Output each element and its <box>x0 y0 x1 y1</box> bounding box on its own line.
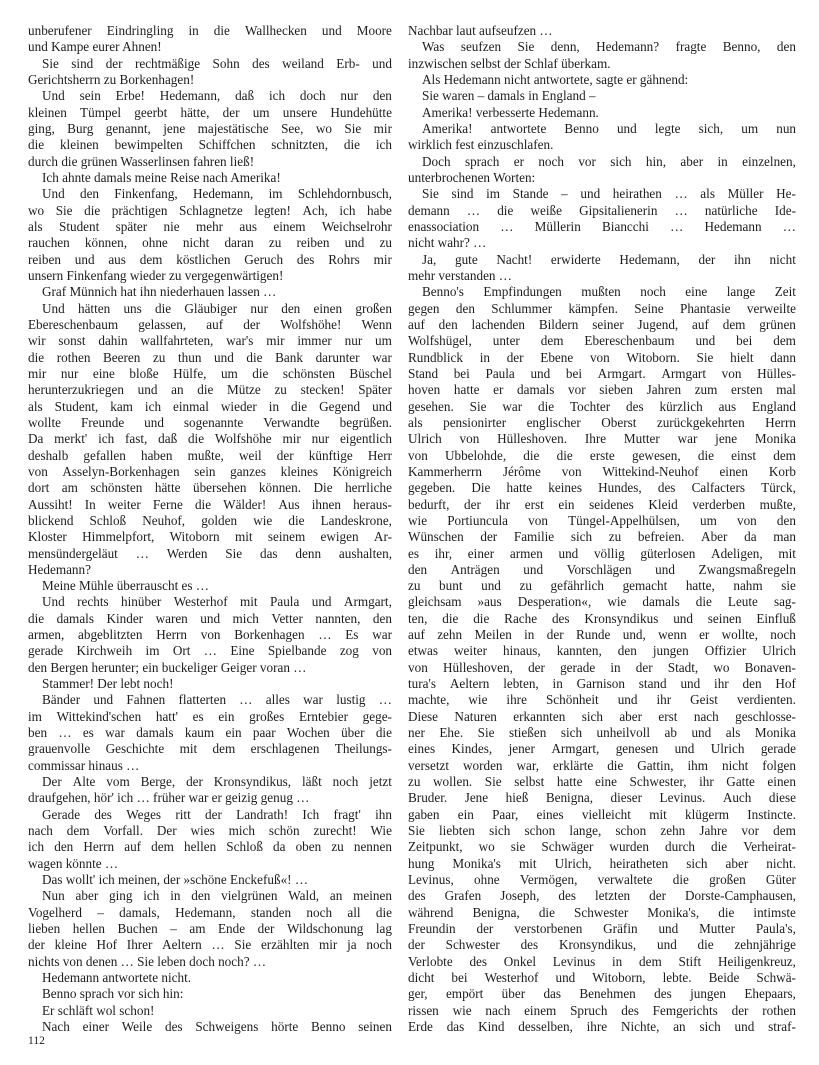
text-line: ner Ehe. Sie stießen sich unheilvoll ab und als Monika <box>408 725 796 741</box>
text-line: hoven hatte er damals vor sieben Jahren zum ersten mal <box>408 382 796 398</box>
text-line: Kammerherrn Jérôme von Wittekind-Neuhof einen Korb <box>408 463 796 479</box>
text-line: ich den Herrn auf dem hellen Schloß da oben zu nennen <box>28 839 392 855</box>
text-line: mir nur eine bloße Hülfe, um die schönsten Büschel <box>28 365 392 381</box>
text-line: demann … die weiße Gipsitalienerin … natürliche Ide- <box>408 202 796 218</box>
text-line: Ulrich von Hülleshoven. Ihre Mutter war jene Monika <box>408 431 796 447</box>
text-line: ger, empört über das Benehmen des jungen Ehepaars, <box>408 986 796 1002</box>
text-line: Erde das Kind desselben, ihre Nichte, an sich und straf- <box>408 1019 796 1035</box>
text-line: als pensionirter englischer Oberst zurückgekehrten Herrn <box>408 414 796 430</box>
text-line: Was seufzen Sie denn, Hedemann? fragte Benno, den <box>422 39 796 55</box>
text-line: und Kampe eurer Ahnen! <box>28 39 162 55</box>
text-line: die rothen Beeren zu thun und die Bank darunter war <box>28 349 392 365</box>
text-line: Und sein Erbe! Hedemann, daß ich doch nur den <box>42 88 392 104</box>
text-line: von Ubbelohde, die die erste gewesen, die einst dem <box>408 447 796 463</box>
text-line: Aussiht! In weiter Ferne die Wälder! Aus ihnen heraus- <box>28 496 392 512</box>
text-line: Verlobte des Onkel Levinus in dem Stift Heiligenkreuz, <box>408 953 796 969</box>
text-line: Nach einer Weile des Schweigens hörte Benno seinen <box>42 1019 392 1035</box>
text-line: gegen den Schlummer kämpfen. Seine Phantasie verweilte <box>408 300 796 316</box>
text-line: Da merkt' ich fast, daß die Wolfshöhe mir nur eigentlich <box>28 431 392 447</box>
text-line: unterbrochenen Worten: <box>408 169 536 185</box>
text-line: nach dem Vorfall. Der wies mich schön zurecht! Wie <box>28 823 392 839</box>
text-line: Kloster Himmelpfort, Witoborn mit seinem ewigen Ar- <box>28 529 392 545</box>
text-line: nicht wahr? … <box>408 235 487 251</box>
text-line: ben … es war damals kaum ein paar Wochen über die <box>28 725 392 741</box>
text-line: Nun aber ging ich in den vielgrünen Wald, an meinen <box>42 888 392 904</box>
text-line: Freundin der verstorbenen Gräfin und Mutter Paula's, <box>408 921 796 937</box>
text-line: inzwischen selbst der Schlaf überkam. <box>408 55 611 71</box>
text-line: Das wollt' ich meinen, der »schöne Enckefuß«! … <box>42 872 309 888</box>
text-line: wollte Freunde und sogenannte Verwandte begrüßen. <box>28 414 392 430</box>
text-line: zu bunt und zu gefährlich gemacht hatte, nahm sie <box>408 578 796 594</box>
text-line: wirklich fest einzuschlafen. <box>408 137 554 153</box>
text-line: des Grafen Joseph, des letzten der Dorste-Camphausen, <box>408 888 796 904</box>
text-line: Rundblick in der Ebene von Witoborn. Sie hielt dann <box>408 349 796 365</box>
text-line: Meine Mühle überrauscht es … <box>42 578 209 594</box>
text-line: machte, wie ihre Schönheit und ihr Geist verdienten. <box>408 692 796 708</box>
text-line: es ihr, einer armen und völlig güterlosen Adeligen, mit <box>408 545 796 561</box>
text-column-right <box>408 23 796 1035</box>
text-line: deshalb gefallen haben mußte, weil der künftige Herr <box>28 447 392 463</box>
text-column-left <box>28 23 392 1035</box>
text-line: enassociation … Müllerin Biancchi … Hedemann … <box>408 218 796 234</box>
text-line: rissen wie nach einem Spruch des Femgerichts der rothen <box>408 1002 796 1018</box>
text-line: wir sonst dahin wallfahrteten, war's mir immer nur um <box>28 333 392 349</box>
text-line: auf zehn Meilen in der Runde und, wenn er wollte, noch <box>408 627 796 643</box>
text-line: wie Portiuncula von Tüngel-Appelhülsen, um von den <box>408 512 796 528</box>
text-line: kleinen Tümpel geerbt hätte, der um unsere Hundehütte <box>28 104 392 120</box>
text-line: tura's Aeltern lebten, in Garnison stand und ihr den Hof <box>408 676 796 692</box>
text-line: Wünschen der Familie sich zu befreien. Aber da man <box>408 529 796 545</box>
text-line: Und hätten uns die Gläubiger nur den einen großen <box>42 300 392 316</box>
text-line: Ich ahnte damals meine Reise nach Amerika! <box>42 169 281 185</box>
text-line: von Hülleshoven, der gerade in der Stadt, wo Bonaven- <box>408 659 796 675</box>
text-line: Der Alte vom Berge, der Kronsyndikus, läßt noch jetzt <box>42 774 392 790</box>
text-line: grauenvolle Geschichte mit dem erschlagenen Theilungs- <box>28 741 392 757</box>
text-line: Wolfshügel, unter dem Ebereschenbaum und bei dem <box>408 333 796 349</box>
text-line: während Benigna, die Schwester Monika's, die intimste <box>408 904 796 920</box>
text-line: Sie sind im Stande – und heirathen … als Müller He- <box>422 186 796 202</box>
text-line: Hedemann antwortete nicht. <box>42 970 192 986</box>
text-line: unsern Finkenfang wieder zu vergegenwärtigen! <box>28 267 284 283</box>
text-line: lieben hellen Buchen – am Ende der Wildschonung lag <box>28 921 392 937</box>
text-line: dicht bei Westerhof und Witoborn, lebte. Beide Schwä- <box>408 970 796 986</box>
text-line: Und rechts hinüber Westerhof mit Paula und Armgart, <box>42 594 392 610</box>
text-line: der kleine Hof Ihrer Aeltern … Sie erzählten mir ja noch <box>28 937 392 953</box>
text-line: etwas weiter hinaus, kannten, den jungen Offizier Ulrich <box>408 643 796 659</box>
text-line: Ja, gute Nacht! erwiderte Hedemann, der ihn nicht <box>422 251 796 267</box>
text-line: Zeitpunkt, wo sie Schwäger wurden durch die Verheirat- <box>408 839 796 855</box>
text-line: blickend Schloß Neuhof, golden wie die Landeskrone, <box>28 512 392 528</box>
text-line: Ebereschenbaum gelassen, auf der Wolfshöhe! Wenn <box>28 316 392 332</box>
text-line: Levinus, ohne Vermögen, verwaltete die großen Güter <box>408 872 796 888</box>
text-line: Bruder. Jene hieß Benigna, dieser Levinus. Auch diese <box>408 790 796 806</box>
page-number: 112 <box>28 1035 45 1047</box>
text-line: den Bergen herunter; ein buckeliger Geiger voran … <box>28 659 307 675</box>
text-line: rauchen können, ohne nicht daran zu reiben und zu <box>28 235 392 251</box>
text-line: im Wittekind'schen hatt' es ein großes Erntebier gege- <box>28 708 392 724</box>
text-line: Amerika! verbesserte Hedemann. <box>422 104 599 120</box>
text-line: herunterzukriegen und an die Mütze zu stecken! Später <box>28 382 392 398</box>
text-line: als Student, kam ich einmal wieder in die Gegend und <box>28 398 392 414</box>
text-line: ging, Burg genannt, jene majestätische See, wo Sie mir <box>28 120 392 136</box>
text-line: auf den lachenden Bildern seiner Jugend, auf dem grünen <box>408 316 796 332</box>
text-line: Benno's Empfindungen mußten noch eine lange Zeit <box>422 284 796 300</box>
text-line: Diese Naturen erkannten sich aber erst nach geschlosse- <box>408 708 796 724</box>
text-line: den Anträgen und Vorschlägen und Zwangsmaßregeln <box>408 561 796 577</box>
text-line: wo Sie die prächtigen Schlagnetze legten! Ach, ich habe <box>28 202 392 218</box>
text-line: Nachbar laut aufseufzen … <box>408 23 553 38</box>
text-line: armen, abgeblitzten Herrn von Borkenhagen … Es war <box>28 627 392 643</box>
text-line: Vogelherd – damals, Hedemann, standen noch all die <box>28 904 392 920</box>
text-line: hung Monika's mit Ulrich, heiratheten sich aber nicht. <box>408 855 796 871</box>
text-line: eines Kindes, jener Armgart, genesen und Ulrich gerade <box>408 741 796 757</box>
text-line: Stammer! Der lebt noch! <box>42 676 174 692</box>
text-line: wagen könnte … <box>28 855 119 871</box>
text-line: Doch sprach er noch vor sich hin, aber in einzelnen, <box>422 153 796 169</box>
text-line: draufgehen, hör' ich … früher war er geizig genug … <box>28 790 310 806</box>
text-line: bedurft, der ihr erst ein seidenes Kleid verderben mußte, <box>408 496 796 512</box>
text-line: gaben ein Paar, eines vielleicht mit klügerm Instincte. <box>408 806 796 822</box>
text-line: Hedemann? <box>28 561 91 577</box>
text-line: commissar hinaus … <box>28 757 140 773</box>
text-line: als Student später nie mehr aus einem Weichselrohr <box>28 218 392 234</box>
text-line: gegeben. Die hatte keines Hundes, des Calfacters Türck, <box>408 480 796 496</box>
text-line: Stand bei Paula und bei Armgart. Armgart von Hülles- <box>408 365 796 381</box>
text-line: Gerade des Weges ritt der Landrath! Ich fragt' ihn <box>42 806 392 822</box>
text-line: Sie liebten sich schon lange, schon zehn Jahre vor dem <box>408 823 796 839</box>
text-line: Er schläft wol schon! <box>42 1002 155 1018</box>
text-line: gesehen. Sie war die Tochter des kürzlich aus England <box>408 398 796 414</box>
text-line: unberufener Eindringling in die Wallhecken und Moore <box>28 23 392 38</box>
text-line: Amerika! antwortete Benno und legte sich, um nun <box>422 120 796 136</box>
text-line: durch die grünen Wasserlinsen fahren ließ! <box>28 153 255 169</box>
text-line: Sie waren – damals in England – <box>422 88 596 104</box>
text-line: gerade Kirchweih im Ort … Eine Spielbande zog von <box>28 643 392 659</box>
text-line: die kleinen bewimpelten Schiffchen schnitzten, die ich <box>28 137 392 153</box>
text-line: versetzt worden war, erklärte die Gattin, ihm nicht folgen <box>408 757 796 773</box>
text-line: dort am schönsten hätte übersehen können. Die herrliche <box>28 480 392 496</box>
text-line: Und den Finkenfang, Hedemann, im Schlehdornbusch, <box>42 186 392 202</box>
text-line: Benno sprach vor sich hin: <box>42 986 184 1002</box>
text-line: Gerichtsherrn zu Borkenhagen! <box>28 71 195 87</box>
text-line: Sie sind der rechtmäßige Sohn des weiland Erb- und <box>42 55 392 71</box>
text-line: ten, die die Rache des Kronsyndikus und seinen Einfluß <box>408 610 796 626</box>
text-columns <box>28 23 796 1035</box>
text-line: Graf Münnich hat ihn niederhauen lassen … <box>42 284 277 300</box>
text-line: reiben und aus dem köstlichen Geruch des Rohrs mir <box>28 251 392 267</box>
text-line: die damals Kinder waren und mich Vetter nannten, den <box>28 610 392 626</box>
text-line: Bänder und Fahnen flatterten … alles war lustig … <box>42 692 392 708</box>
text-line: von Asselyn-Borkenhagen sein ganzes kleines Königreich <box>28 463 392 479</box>
text-line: gleichsam »aus Desperation«, wie damals die Leute sag- <box>408 594 796 610</box>
text-line: mehr verstanden … <box>408 267 512 283</box>
text-line: nichts von denen … Sie leben doch noch? … <box>28 953 267 969</box>
text-line: zu wollen. Sie selbst hatte eine Schwester, ihr Gatte einen <box>408 774 796 790</box>
text-line: der Schwester des Kronsyndikus, und die zehnjährige <box>408 937 796 953</box>
text-line: mensündergeläut … Werden Sie das denn aushalten, <box>28 545 392 561</box>
text-line: Als Hedemann nicht antwortete, sagte er gähnend: <box>422 71 689 87</box>
